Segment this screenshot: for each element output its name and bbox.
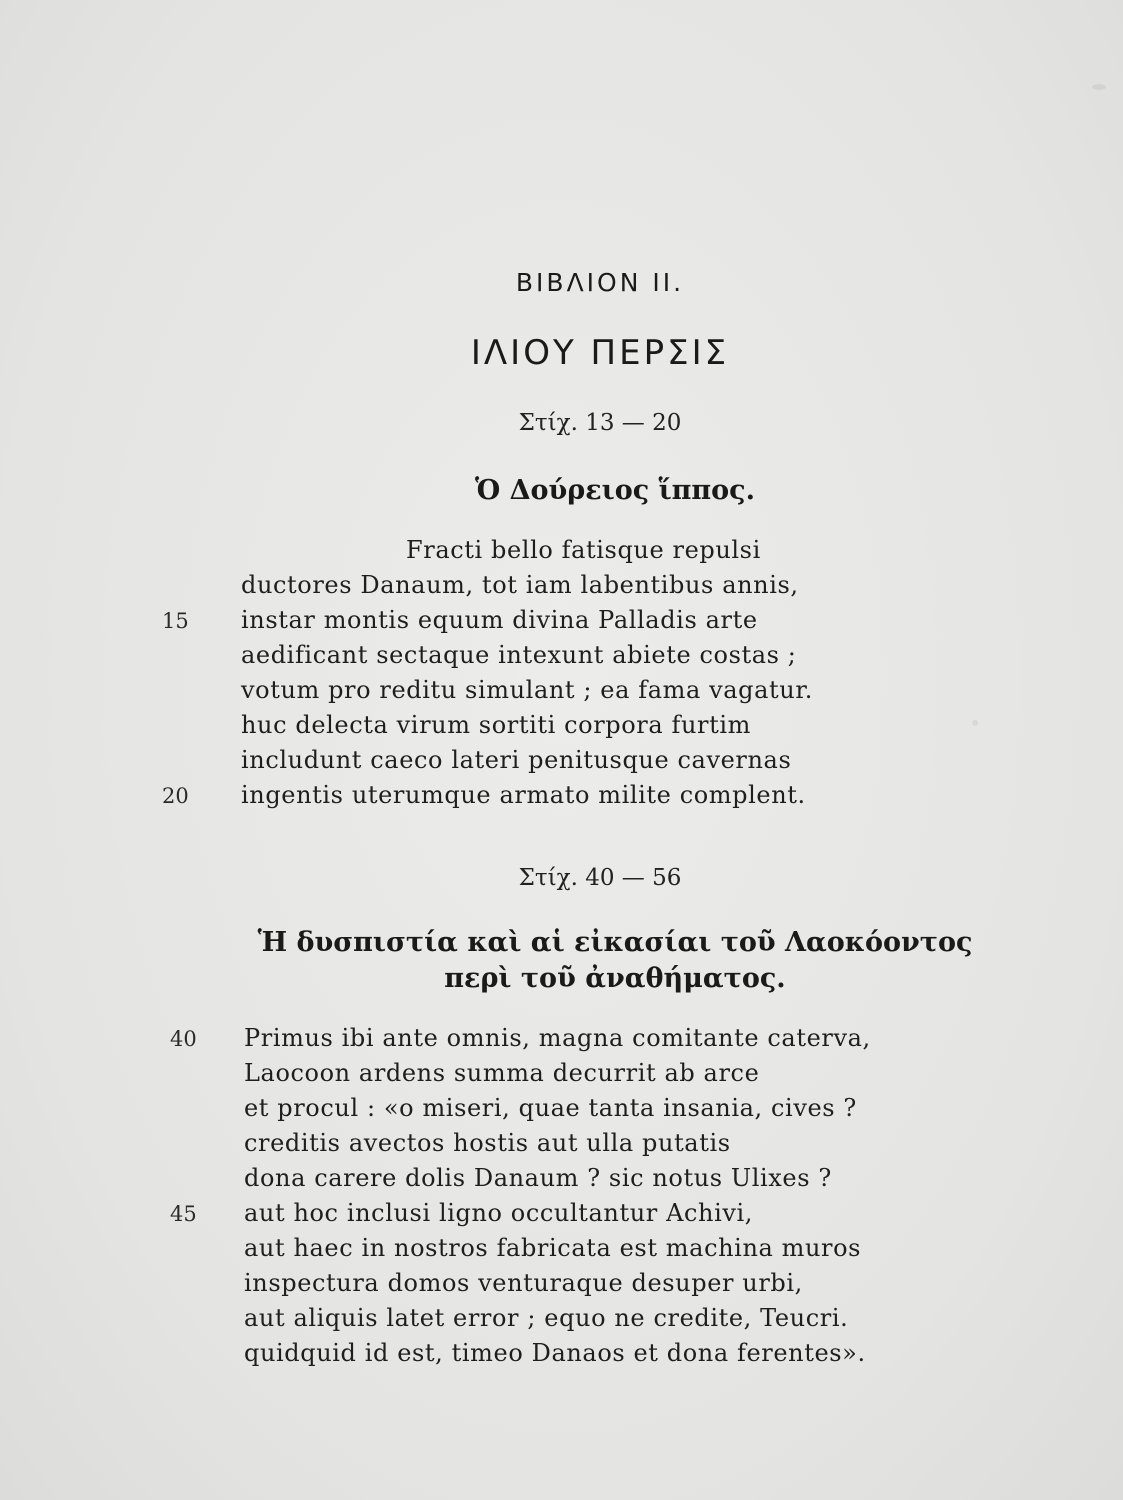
verse-line [0,641,1123,676]
verse-line [0,571,1123,606]
verse-text: aut hoc inclusi ligno occultantur Achivi, [244,1199,754,1227]
line-number: 40 [170,1027,197,1051]
verse-text: Fracti bello fatisque repulsi [406,536,761,564]
verse-text: Primus ibi ante omnis, magna comitante caterva, [244,1024,871,1052]
section2-lines-ref: Στίχ. 40 — 56 [518,865,682,891]
verse-line [0,1024,1123,1059]
verse-line [0,536,1123,571]
line-number: 20 [162,784,189,808]
verse-text: aut aliquis latet error ; equo ne credite, Teucri. [244,1304,849,1332]
verse-line [0,1339,1123,1374]
verse-text: ingentis uterumque armato milite complent. [241,781,806,809]
verse-text: aedificant sectaque intexunt abiete costas ; [241,641,797,669]
verse-line [0,746,1123,781]
verse-line [0,1094,1123,1129]
verse-line [0,1304,1123,1339]
line-number: 15 [162,609,189,633]
verse-line [0,1234,1123,1269]
verse-text: aut haec in nostros fabricata est machina muros [244,1234,862,1262]
verse-line [0,1129,1123,1164]
verse-line [0,1199,1123,1234]
page-title: ΙΛΙΟΥ ΠΕΡΣΙΣ [470,333,730,373]
book-heading: ΒΙΒΛΙΟΝ II. [515,268,685,297]
verse-line [0,1269,1123,1304]
verse-text: votum pro reditu simulant ; ea fama vagatur. [241,676,814,704]
verse-line [0,1059,1123,1094]
verse-text: includunt caeco lateri penitusque cavernas [241,746,792,774]
verse-text: instar montis equum divina Palladis arte [241,606,758,634]
verse-line [0,606,1123,641]
verse-line [0,676,1123,711]
verse-text: creditis avectos hostis aut ulla putatis [244,1129,731,1157]
verse-text: quidquid id est, timeo Danaos et dona ferentes». [244,1339,866,1367]
verse-line [0,1164,1123,1199]
section1-lines-ref: Στίχ. 13 — 20 [518,410,682,436]
verse-text: huc delecta virum sortiti corpora furtim [241,711,751,739]
ink-speck [1092,84,1106,90]
verse-text: Laocoon ardens summa decurrit ab arce [244,1059,760,1087]
section2-heading-line2: περὶ τοῦ ἀναθήματος. [444,963,786,994]
line-number: 45 [170,1202,197,1226]
verse-text: ductores Danaum, tot iam labentibus annis, [241,571,799,599]
verse-text: inspectura domos venturaque desuper urbi, [244,1269,803,1297]
verse-text: et procul : «o miseri, quae tanta insania, cives ? [244,1094,857,1122]
section1-heading: Ὁ Δούρειος ἵππος. [474,475,756,506]
verse-line [0,781,1123,816]
verse-line [0,711,1123,746]
section2-heading-line1: Ἡ δυσπιστία καὶ αἱ εἰκασίαι τοῦ Λαοκόοντος [257,927,973,958]
verse-text: dona carere dolis Danaum ? sic notus Ulixes ? [244,1164,832,1192]
